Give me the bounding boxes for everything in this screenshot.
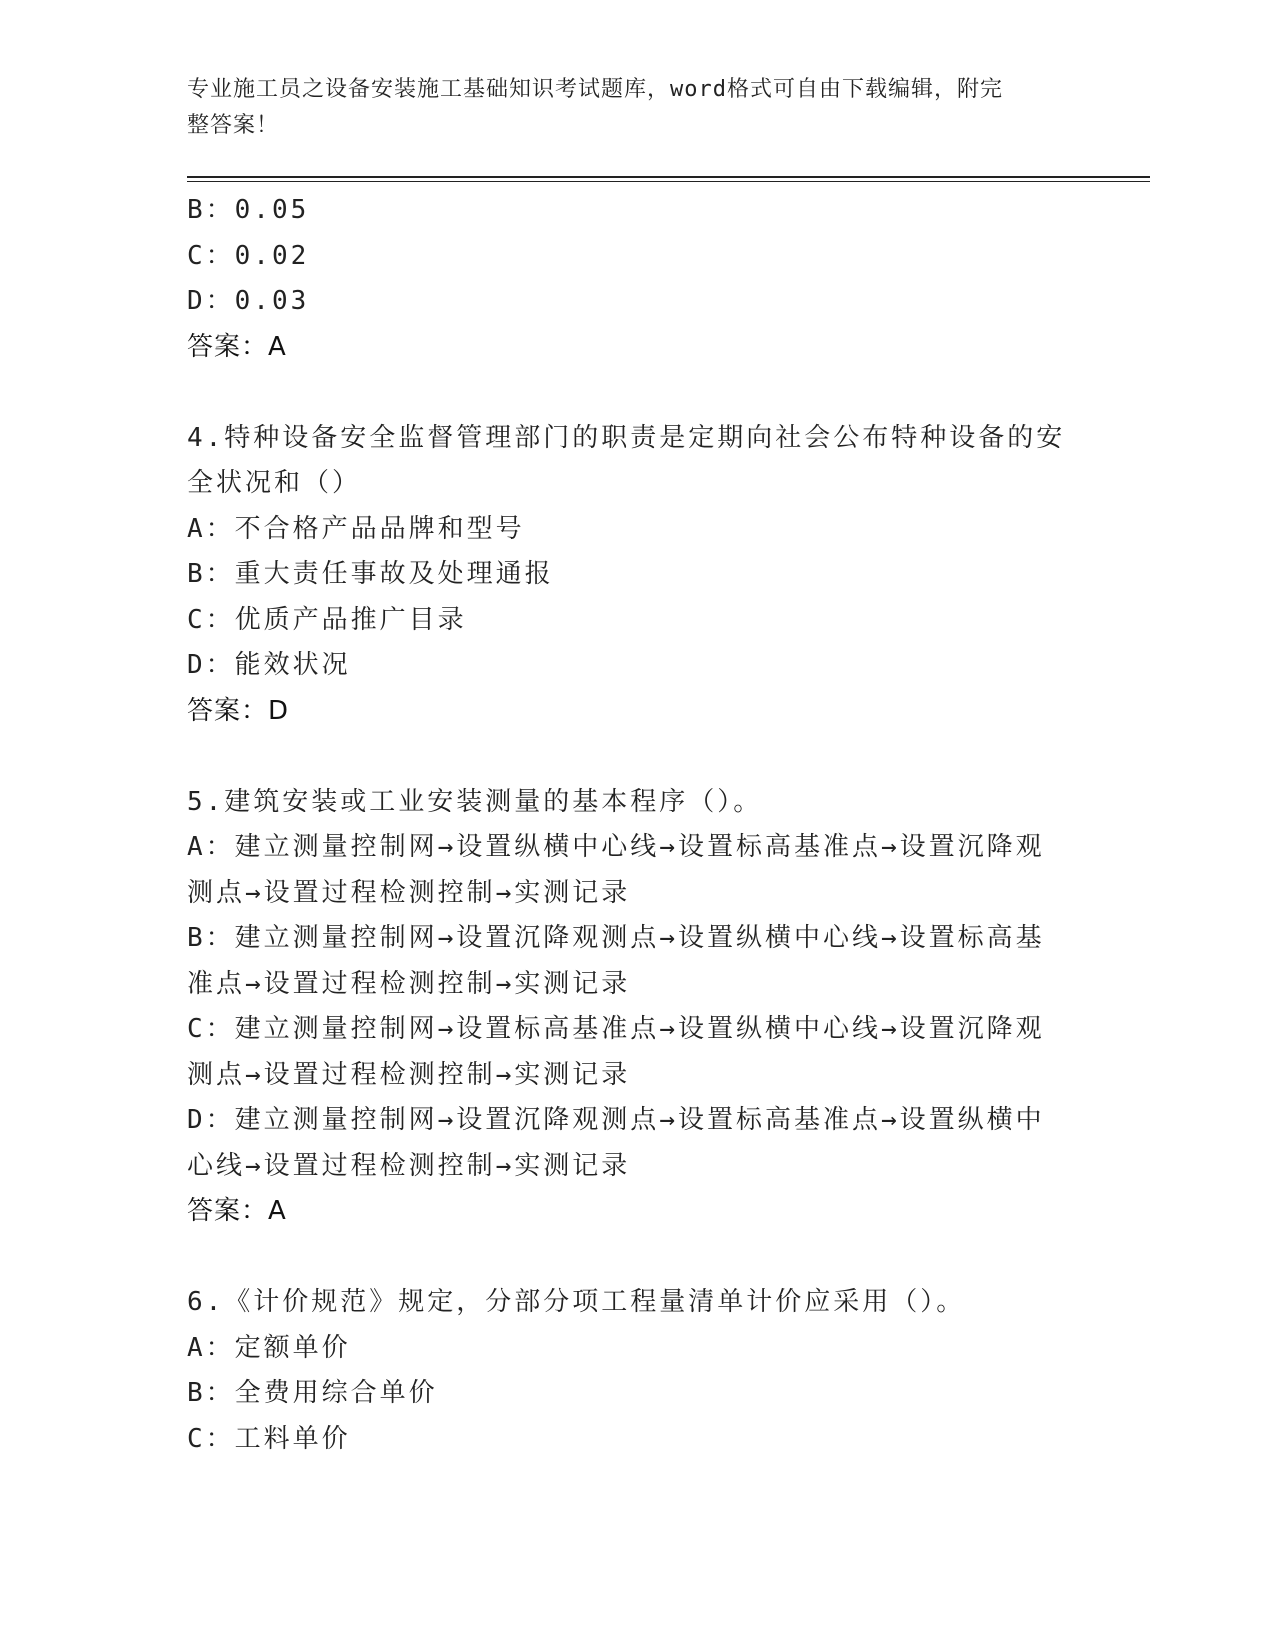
question-6	[187, 1280, 1087, 1462]
question-4	[187, 416, 1087, 735]
option-c: C：0.02	[187, 240, 310, 271]
spacer	[187, 734, 1087, 780]
header-line-2: 整答案！	[187, 113, 280, 138]
header-line-1: 专业施工员之设备安装施工基础知识考试题库，word格式可自由下载编辑，附完	[187, 77, 1003, 102]
option-d: D：能效状况	[187, 650, 351, 680]
question-stem: 全状况和（）	[187, 468, 362, 498]
option-c: C：工料单价	[187, 1423, 351, 1454]
option-c: C：建立测量控制网→设置标高基准点→设置纵横中心线→设置沉降观	[187, 1014, 1045, 1044]
header-divider-thick	[187, 176, 1150, 178]
option-a: A：建立测量控制网→设置纵横中心线→设置标高基准点→设置沉降观	[187, 832, 1045, 862]
document-header	[187, 72, 1067, 144]
option-b: B：全费用综合单价	[187, 1378, 438, 1408]
header-divider-thin	[187, 181, 1150, 182]
option-d: D：0.03	[187, 286, 310, 316]
answer: 答案：A	[187, 331, 287, 362]
option-d-cont: 心线→设置过程检测控制→实测记录	[187, 1150, 631, 1181]
question-stem: 5.建筑安装或工业安装测量的基本程序（）。	[187, 786, 763, 817]
question-3	[187, 188, 1087, 370]
option-b: B：建立测量控制网→设置沉降观测点→设置纵横中心线→设置标高基	[187, 923, 1045, 953]
answer: 答案：A	[187, 1196, 287, 1226]
question-5	[187, 780, 1087, 1235]
option-d: D：建立测量控制网→设置沉降观测点→设置标高基准点→设置纵横中	[187, 1105, 1045, 1135]
spacer	[187, 1235, 1087, 1281]
document-body	[187, 188, 1087, 1462]
option-c: C：优质产品推广目录	[187, 604, 467, 635]
option-b-cont: 准点→设置过程检测控制→实测记录	[187, 968, 631, 999]
answer: 答案：D	[187, 695, 290, 726]
option-a: A：不合格产品品牌和型号	[187, 513, 525, 544]
option-a: A：定额单价	[187, 1332, 351, 1363]
option-c-cont: 测点→设置过程检测控制→实测记录	[187, 1059, 631, 1090]
spacer	[187, 370, 1087, 416]
question-stem: 4.特种设备安全监督管理部门的职责是定期向社会公布特种设备的安	[187, 422, 1066, 453]
option-b: B：0.05	[187, 195, 310, 225]
option-a-cont: 测点→设置过程检测控制→实测记录	[187, 877, 631, 908]
question-stem: 6.《计价规范》规定，分部分项工程量清单计价应采用（）。	[187, 1287, 966, 1317]
option-b: B：重大责任事故及处理通报	[187, 559, 554, 589]
